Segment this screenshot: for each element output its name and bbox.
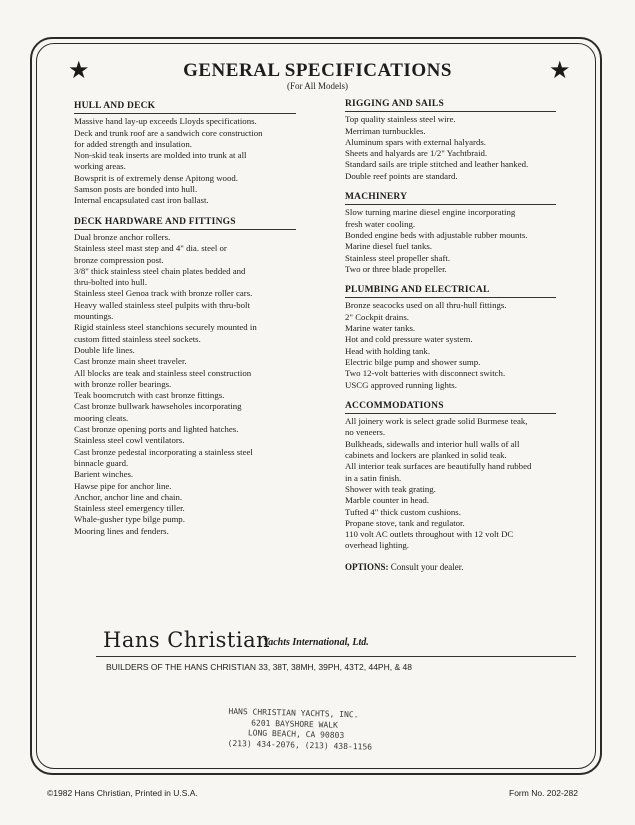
spec-list <box>345 416 585 552</box>
spec-list <box>345 300 585 390</box>
spec-item: cabinets and lockers are planked in solid teak. <box>345 450 507 461</box>
right-column <box>345 99 585 573</box>
spec-item: Cast bronze main sheet traveler. <box>74 356 187 367</box>
spec-item: Bonded engine beds with adjustable rubber mounts. <box>345 229 528 240</box>
spec-item: Marine diesel fuel tanks. <box>345 241 432 252</box>
spec-item: Propane stove, tank and regulator. <box>345 517 465 528</box>
spec-item: Stainless steel propeller shaft. <box>345 252 451 263</box>
spec-item: Hot and cold pressure water system. <box>345 334 473 345</box>
spec-item: Aluminum spars with external halyards. <box>345 136 486 147</box>
spec-item: overhead lighting. <box>345 540 410 551</box>
section-hull-and-deck <box>74 101 296 207</box>
page-subtitle: (For All Models) <box>286 81 348 91</box>
spec-item: USCG approved running lights. <box>345 379 457 390</box>
left-column <box>74 101 296 547</box>
address-stamp <box>227 707 388 753</box>
spec-item: Deck and trunk roof are a sandwich core construction <box>74 127 263 138</box>
spec-item: with bronze roller bearings. <box>74 378 172 389</box>
spec-item: thru-bolted into hull. <box>74 277 148 288</box>
spec-list <box>74 116 296 206</box>
spec-item: Bronze seacocks used on all thru-hull fittings. <box>345 300 507 311</box>
spec-item: Top quality stainless steel wire. <box>345 114 456 125</box>
spec-item: Electric bilge pump and shower sump. <box>345 356 481 367</box>
spec-item: Two or three blade propeller. <box>345 263 447 274</box>
spec-item: binnacle guard. <box>74 457 129 468</box>
options-note <box>345 562 585 573</box>
spec-item: working areas. <box>74 161 126 172</box>
spec-item: bronze compression post. <box>74 254 164 265</box>
spec-list <box>74 232 296 537</box>
spec-item: Stainless steel mast step and 4" dia. steel or <box>74 243 227 254</box>
stamp-line: HANS CHRISTIAN YACHTS, INC. <box>228 706 359 720</box>
section-accommodations <box>345 401 585 552</box>
form-number: Form No. 202-282 <box>509 788 578 798</box>
spec-item: Cast bronze opening ports and lighted hatches. <box>74 424 239 435</box>
spec-item: Two 12-volt batteries with disconnect switch. <box>345 368 506 379</box>
copyright: ©1982 Hans Christian, Printed in U.S.A. <box>47 788 198 798</box>
spec-item: mooring cleats. <box>74 412 129 423</box>
spec-item: Marine water tanks. <box>345 323 416 334</box>
star-icon-right: ★ <box>549 56 571 84</box>
spec-item: Rigid stainless steel stanchions securely mounted in <box>74 322 257 333</box>
spec-list <box>345 207 585 275</box>
spec-item: Anchor, anchor line and chain. <box>74 491 183 502</box>
spec-item: Shower with teak grating. <box>345 483 436 494</box>
divider <box>96 656 576 657</box>
spec-item: Dual bronze anchor rollers. <box>74 231 171 242</box>
spec-item: fresh water cooling. <box>345 218 416 229</box>
stamp-line: 6201 BAYSHORE WALK <box>251 718 338 730</box>
section-heading: ACCOMMODATIONS <box>345 401 556 414</box>
spec-item: All joinery work is select grade solid Burmese teak, <box>345 416 528 427</box>
spec-item: Bulkheads, sidewalls and interior hull walls of all <box>345 438 520 449</box>
spec-item: Barient winches. <box>74 469 134 480</box>
spec-item: Whale-gusher type bilge pump. <box>74 514 185 525</box>
spec-item: Non-skid teak inserts are molded into trunk at all <box>74 150 247 161</box>
spec-item: Stainless steel Genoa track with bronze roller cars. <box>74 288 253 299</box>
spec-item: Internal encapsulated cast iron ballast. <box>74 195 209 206</box>
spec-item: Massive hand lay-up exceeds Lloyds specifications. <box>74 116 257 127</box>
spec-item: Merriman turnbuckles. <box>345 125 426 136</box>
spec-item: Hawse pipe for anchor line. <box>74 480 172 491</box>
section-heading: PLUMBING AND ELECTRICAL <box>345 285 556 298</box>
section-heading: DECK HARDWARE AND FITTINGS <box>74 217 296 230</box>
spec-item: Marble counter in head. <box>345 495 430 506</box>
stamp-line: (213) 434-2076, (213) 438-1156 <box>227 738 373 752</box>
spec-item: Stainless steel emergency tiller. <box>74 503 185 514</box>
builders-line: BUILDERS OF THE HANS CHRISTIAN 33, 38T, 38MH, 39PH, 43T2, 44PH, & 48 <box>106 662 412 672</box>
spec-list <box>345 114 585 182</box>
section-rigging-and-sails <box>345 99 585 182</box>
star-icon-left: ★ <box>68 56 90 84</box>
spec-item: Heavy walled stainless steel pulpits with thru-bolt <box>74 299 250 310</box>
spec-item: Head with holding tank. <box>345 345 431 356</box>
section-heading: HULL AND DECK <box>74 101 296 114</box>
options-label: OPTIONS: <box>345 561 389 572</box>
section-heading: RIGGING AND SAILS <box>345 99 556 112</box>
spec-item: All interior teak surfaces are beautifully hand rubbed <box>345 461 532 472</box>
spec-item: no veneers. <box>345 427 386 438</box>
spec-item: Double life lines. <box>74 344 135 355</box>
spec-item: Sheets and halyards are 1/2" Yachtbraid. <box>345 148 488 159</box>
spec-item: mountings. <box>74 311 114 322</box>
spec-item: 110 volt AC outlets throughout with 12 volt DC <box>345 529 514 540</box>
spec-item: Samson posts are bonded into hull. <box>74 184 198 195</box>
section-heading: MACHINERY <box>345 192 556 205</box>
spec-item: custom fitted stainless steel sockets. <box>74 333 201 344</box>
page-title: GENERAL SPECIFICATIONS <box>183 60 452 81</box>
spec-item: 3/8" thick stainless steel chain plates bedded and <box>74 265 246 276</box>
spec-item: Tufted 4" thick custom cushions. <box>345 506 461 517</box>
spec-item: for added strength and insulation. <box>74 138 192 149</box>
section-machinery <box>345 192 585 275</box>
spec-item: All blocks are teak and stainless steel construction <box>74 367 252 378</box>
section-deck-hardware <box>74 217 296 537</box>
spec-item: Stainless steel cowl ventilators. <box>74 435 185 446</box>
spec-item: Cast bronze bullwark hawseholes incorporating <box>74 401 242 412</box>
spec-item: Slow turning marine diesel engine incorporating <box>345 207 516 218</box>
spec-item: Mooring lines and fenders. <box>74 525 169 536</box>
options-text: Consult your dealer. <box>390 561 464 572</box>
stamp-line: LONG BEACH, CA 90803 <box>247 728 345 740</box>
spec-item: in a satin finish. <box>345 472 402 483</box>
spec-item: Teak boomcrutch with cast bronze fittings. <box>74 390 225 401</box>
brand-tagline: Yachts International, Ltd. <box>263 637 369 648</box>
spec-item: Bowsprit is of extremely dense Apitong wood. <box>74 172 238 183</box>
spec-item: 2" Cockpit drains. <box>345 311 409 322</box>
spec-item: Double reef points are standard. <box>345 170 458 181</box>
spec-item: Cast bronze pedestal incorporating a stainless steel <box>74 446 253 457</box>
brand-logo: Hans Christian <box>103 628 271 652</box>
section-plumbing-and-electrical <box>345 285 585 391</box>
spec-item: Standard sails are triple stitched and leather hanked. <box>345 159 529 170</box>
